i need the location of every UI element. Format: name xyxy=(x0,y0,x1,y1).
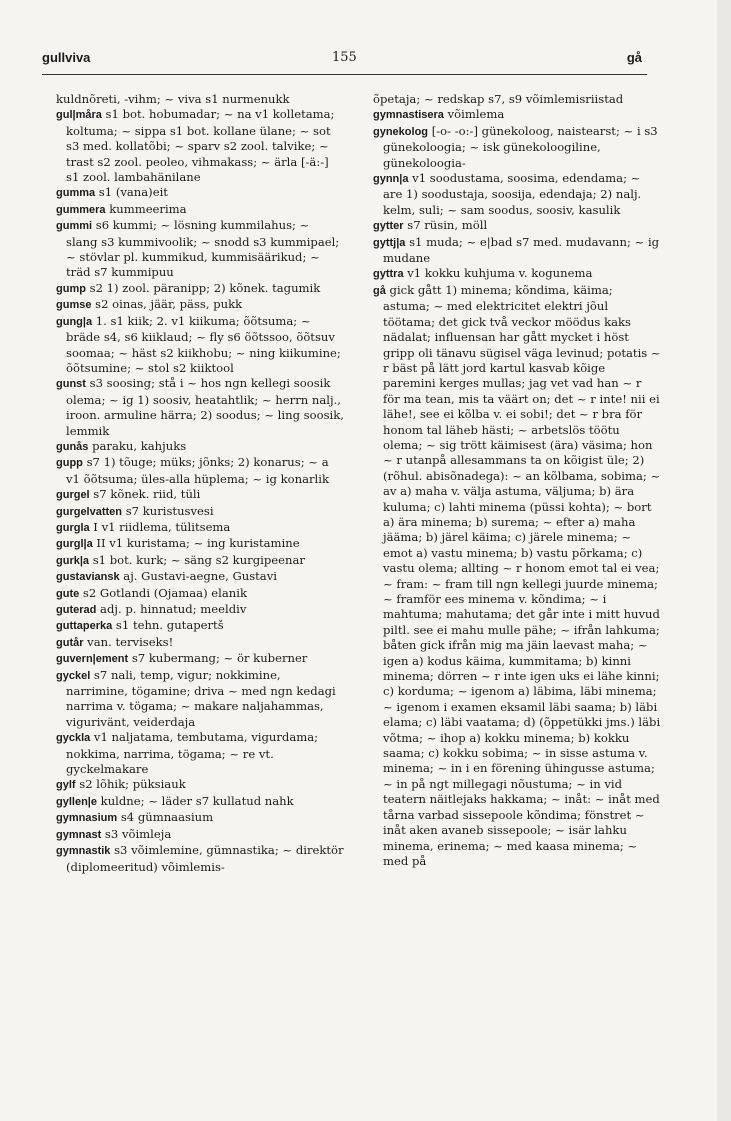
dictionary-entry xyxy=(56,439,344,455)
header-rule xyxy=(42,74,647,75)
entry-headword: gumse xyxy=(56,299,92,312)
dictionary-entry xyxy=(56,668,344,731)
entry-definition: aj. Gustavi-aegne, Gustavi xyxy=(119,569,277,584)
entry-definition: 1. s1 kiik; 2. v1 kiikuma; õõtsuma; ~ bräde s4, s6 kiiklaud; ~ fly s6 õõtssoo, õõtsuv soomaa; ~ häst s2 kiikhobu; ~ ning kiikumine; õõtsumine; ~ stol s2 kiiktool xyxy=(66,313,341,375)
right-column xyxy=(373,92,661,869)
entry-definition: s2 oinas, jäär, päss, pukk xyxy=(91,297,243,312)
entry-headword: gyttra xyxy=(373,268,404,281)
entry-headword: gurgl|a xyxy=(56,538,93,551)
dictionary-entry xyxy=(56,202,344,218)
entry-headword: gutår xyxy=(56,636,84,649)
entry-definition: s7 kubermang; ~ ör kuberner xyxy=(128,651,308,666)
dictionary-entry xyxy=(56,553,344,569)
entry-definition: s7 kõnek. riid, tüli xyxy=(89,487,201,502)
dictionary-entry xyxy=(373,107,661,123)
entry-headword: gymnasium xyxy=(56,812,118,825)
entry-headword: gunås xyxy=(56,440,89,453)
entry-headword: gyllen|e xyxy=(56,795,97,808)
dictionary-entry xyxy=(373,92,661,107)
dictionary-entry xyxy=(56,827,344,843)
entry-headword: gynekolog xyxy=(373,125,429,138)
dictionary-entry xyxy=(56,520,344,536)
entry-headword: gymnastik xyxy=(56,845,111,858)
dictionary-entry xyxy=(56,504,344,520)
entry-definition: [-o- -o:-] günekoloog, naistearst; ~ i s3 günekoloogia; ~ isk günekoloogiline, günekoloogia- xyxy=(383,123,658,170)
entry-definition: võimlema xyxy=(443,107,505,122)
entry-headword: gunst xyxy=(56,378,86,391)
dictionary-entry xyxy=(56,651,344,667)
entry-definition: v1 kokku kuhjuma v. kogunema xyxy=(403,266,593,281)
entry-definition: s7 rüsin, möll xyxy=(403,218,488,233)
entry-definition: paraku, kahjuks xyxy=(88,438,187,453)
entry-definition: s7 nali, temp, vigur; nokkimine, narrimine, tögamine; driva ~ med ngn kedagi narrima v. tögama; ~ makare naljahammas, vigurivänt, veiderdaja xyxy=(66,667,336,729)
entry-definition: v1 soodustama, soosima, edendama; ~ are 1) soodustaja, soosija, edendaja; 2) nalj. kelm, suli; ~ sam soodus, soosiv, kasulik xyxy=(383,171,642,217)
entry-headword: gummi xyxy=(56,220,93,233)
dictionary-entry xyxy=(56,376,344,439)
dictionary-entry xyxy=(56,281,344,297)
entry-definition: s3 soosing; stå i ~ hos ngn kellegi soosik olema; ~ ig 1) soosiv, heatahtlik; ~ herrn nalj., iroon. armuline härra; 2) soodus; ~ ling soosik, lemmik xyxy=(66,376,344,438)
entry-headword: gyttj|a xyxy=(373,236,406,249)
entry-definition: v1 naljatama, tembutama, vigurdama; nokkima, narrima, tögama; ~ re vt. gyckelmakare xyxy=(66,730,319,777)
entry-definition: s7 1) tõuge; müks; jõnks; 2) konarus; ~ a v1 õõtsuma; üles-alla hüplema; ~ ig konarlik xyxy=(66,455,329,486)
entry-headword: gyckla xyxy=(56,732,91,745)
entry-headword: gul|måra xyxy=(56,109,102,122)
entry-headword: gummera xyxy=(56,203,106,216)
entry-definition: s2 Gotlandi (Ojamaa) elanik xyxy=(79,585,247,600)
entry-headword: guttaperka xyxy=(56,620,113,633)
header-guide-word-right: gå xyxy=(626,50,642,65)
dictionary-entry xyxy=(373,283,661,869)
dictionary-entry xyxy=(373,171,661,218)
entry-definition: s2 lõhik; püksiauk xyxy=(75,777,186,792)
dictionary-entry xyxy=(56,843,344,875)
entry-headword: gynn|a xyxy=(373,173,409,186)
entry-headword: gute xyxy=(56,587,80,600)
entry-headword: gurgel xyxy=(56,489,90,502)
entry-headword: gymnastisera xyxy=(373,109,444,122)
entry-definition: õpetaja; ~ redskap s7, s9 võimlemisriistad xyxy=(373,92,624,106)
dictionary-entry xyxy=(56,635,344,651)
entry-definition: s1 bot. kurk; ~ säng s2 kurgipeenar xyxy=(89,552,305,567)
entry-definition: s4 gümnaasium xyxy=(117,810,214,825)
entry-headword: gump xyxy=(56,282,86,295)
entry-definition: s1 (vana)eit xyxy=(95,185,168,200)
dictionary-entry xyxy=(56,92,344,107)
dictionary-entry xyxy=(56,730,344,777)
entry-headword: guterad xyxy=(56,604,97,616)
dictionary-entry xyxy=(56,618,344,634)
entry-headword: gupp xyxy=(56,457,83,470)
entry-definition: s3 võimlemine, gümnastika; ~ direktör (diplomeeritud) võimlemis- xyxy=(66,843,344,874)
page-header xyxy=(42,50,642,72)
entry-definition: s7 kuristusvesi xyxy=(122,503,214,518)
entry-definition: s3 võimleja xyxy=(101,826,172,841)
dictionary-entry xyxy=(56,314,344,377)
entry-headword: gymnast xyxy=(56,828,102,841)
dictionary-entry xyxy=(56,185,344,201)
dictionary-entry xyxy=(56,107,344,185)
entry-definition: gick gått 1) minema; kõndima, käima; astuma; ~ med elektricitet elektri jõul töötama; det gick två veckor möödus kaks nädalat; influensan har gått mycket i höst gripp oli tänavu sügisel väga levinud; potatis ~ r bäst på lätt jord kartul kasvab kõige paremini kerges mullas; jag vet vad han ~ r för ma tean, mis ta väärt on; det ~ r inte! nii ei lähe!, see ei kõlba v. ei sobi!; det ~ r bra för honom tal läheb hästi; ~ arbetslös töötu olema; ~ sig trött käimisest (ära) väsima; hon ~ r utanpå allesammans ta on kõigist üle; 2) (rõhul. abisõnadega): ~ an kõlbama, sobima; ~ av a) maha v. välja astuma, väljuma; b) ära kuluma; c) lahti minema (püssi kohta); ~ bort a) ära minema; b) surema; ~ efter a) maha jääma; b) järel käima; c) järele minema; ~ emot a) vastu minema; b) vastu põrkama; c) vastu olema; allting ~ r honom emot tal ei vea; ~ fram: ~ fram till ngn kellegi juurde minema; ~ framför ees minema v. kõndima; ~ i mahtuma; mahutama; det går inte i mitt huvud piltl. see ei mahu mulle pähe; ~ ifrån lahkuma; båten gick ifrån mig ma jäin laevast maha; ~ igen a) kodus käima, kummitama; b) kinni minema; dörren ~ r inte igen uks ei lähe kinni; c) korduma; ~ igenom a) läbima, läbi minema; ~ igenom i examen eksamil läbi saama; b) läbi elama; c) läbi vaatama; d) (õppetükki jms.) läbi võtma; ~ ihop a) kokku minema; b) kokku saama; c) kokku sobima; ~ in sisse astuma v. minema; ~ in i en förening ühingusse astuma; ~ in på ngt millegagi nõustuma; ~ in vid teatern näitlejaks hakkama; ~ inåt: ~ inåt med tårna varbad sissepoole kõndima; fönstret ~ inåt aken avaneb sissepoole; ~ isär lahku minema, erinema; ~ med kaasa minema; ~ med på xyxy=(383,282,661,868)
dictionary-entry xyxy=(56,777,344,793)
entry-headword: gyckel xyxy=(56,669,91,682)
page-edge-shadow xyxy=(717,0,731,1121)
dictionary-entry xyxy=(373,124,661,171)
entry-headword: gurgelvatten xyxy=(56,505,123,518)
entry-definition: s1 muda; ~ e|bad s7 med. mudavann; ~ ig mudane xyxy=(383,234,660,266)
dictionary-entry xyxy=(56,536,344,552)
dictionary-entry xyxy=(56,602,344,618)
left-column xyxy=(56,92,344,875)
entry-definition: s1 tehn. gutapertš xyxy=(112,618,224,633)
entry-definition: van. terviseks! xyxy=(83,634,174,649)
entry-headword: gå xyxy=(373,284,386,297)
dictionary-entry xyxy=(56,569,344,585)
entry-headword: guvern|ement xyxy=(56,653,129,666)
header-guide-word-left: gullviva xyxy=(42,50,91,65)
entry-headword: gytter xyxy=(373,220,404,233)
entry-definition: adj. p. hinnatud; meeldiv xyxy=(96,602,247,616)
dictionary-entry xyxy=(56,297,344,313)
entry-definition: s2 1) zool. päranipp; 2) kõnek. tagumik xyxy=(85,280,321,295)
dictionary-entry xyxy=(56,810,344,826)
dictionary-entry xyxy=(56,455,344,487)
entry-headword: gurk|a xyxy=(56,554,90,567)
entry-headword: gurgla xyxy=(56,521,90,534)
dictionary-entry xyxy=(56,218,344,281)
dictionary-entry xyxy=(56,586,344,602)
dictionary-entry xyxy=(373,266,661,282)
entry-definition: s1 bot. hobumadar; ~ na v1 kolletama; koltuma; ~ sippa s1 bot. kollane ülane; ~ sot s3 med. kollatõbi; ~ sparv s2 zool. talvike; ~ trast s2 zool. peoleo, vihmakass; ~ ärla [-ä:-] s1 zool. lambahänilane xyxy=(66,107,335,185)
dictionary-entry xyxy=(56,794,344,810)
entry-definition: kuldne; ~ läder s7 kullatud nahk xyxy=(96,793,294,808)
entry-definition: kuldnõreti, -vihm; ~ viva s1 nurmenukk xyxy=(56,92,290,106)
dictionary-entry xyxy=(373,235,661,267)
entry-definition: kummeerima xyxy=(105,201,187,216)
entry-definition: s6 kummi; ~ lösning kummilahus; ~ slang s3 kummivoolik; ~ snodd s3 kummipael; ~ stövlar pl. kummikud, kummisäärikud; ~ träd s7 kummipuu xyxy=(66,218,340,280)
entry-definition: II v1 kuristama; ~ ing kuristamine xyxy=(92,536,300,551)
entry-headword: gustaviansk xyxy=(56,571,120,584)
page-number: 155 xyxy=(332,50,357,65)
dictionary-entry xyxy=(56,487,344,503)
dictionary-entry xyxy=(373,218,661,234)
entry-definition: I v1 riidlema, tülitsema xyxy=(89,519,231,534)
entry-headword: gung|a xyxy=(56,315,93,328)
entry-headword: gumma xyxy=(56,187,96,200)
entry-headword: gylf xyxy=(56,779,76,792)
